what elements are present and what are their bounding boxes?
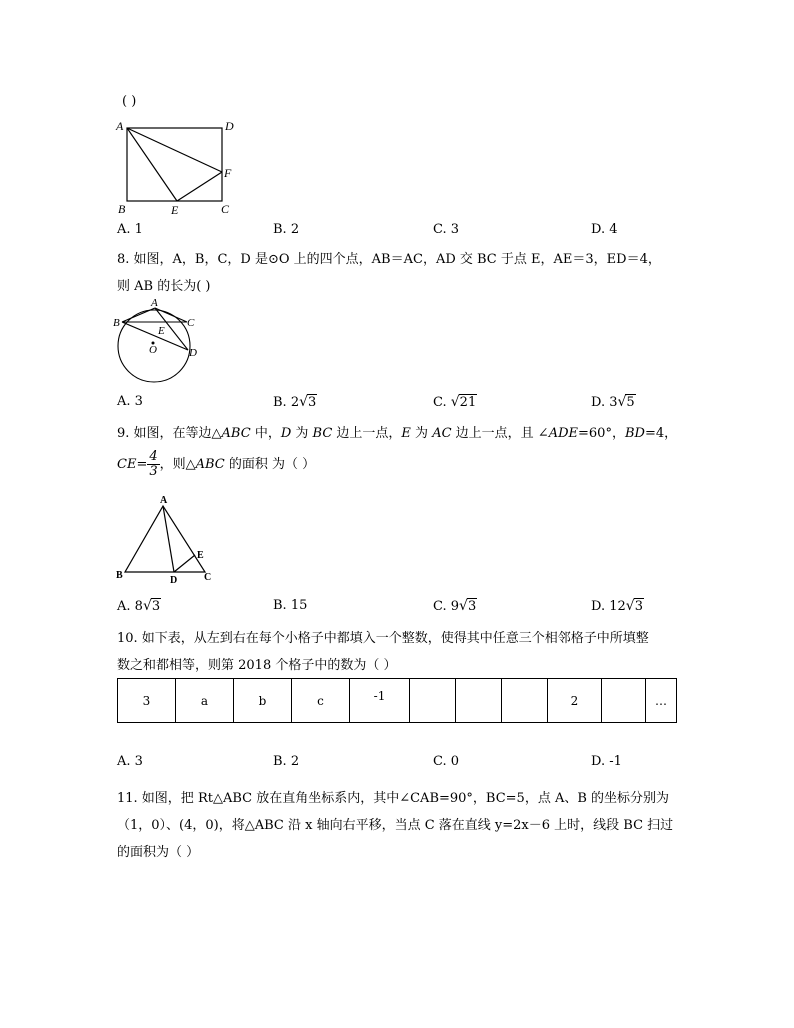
q10-option-a: A. 3 [117,754,143,769]
q9-var: ADE [548,426,579,441]
q8-label-E: E [158,325,165,337]
q9-text: ，则△ [159,457,196,472]
q10-grid-cell: 2 [548,679,602,723]
q11-stem-line1: 11. 如图，把 Rt△ABC 放在直角坐标系内，其中∠CAB=90°，BC=5，点 A、B 的坐标分别为 [117,791,670,806]
q8-stem-line1: 8. 如图，A，B，C，D 是⊙O 上的四个点，AB＝AC，AD 交 BC 于点 E，AE＝3，ED＝4， [117,252,661,267]
q9-var: BD [624,426,645,441]
q9-var: E [401,426,411,441]
q10-number-grid [117,678,677,723]
q10-grid-cell: … [646,679,677,723]
q8-option-c: C. √21 [433,394,477,410]
q9-fraction-numerator: 4 [149,449,158,464]
q10-grid-cell [410,679,456,723]
q8-option-d: D. 3√5 [591,394,635,410]
q10-grid-cell: a [176,679,234,723]
q10-option-d: D. -1 [591,754,622,769]
q9-label-A: A [160,495,168,506]
q10-stem-line1: 10. 如下表，从左到右在每个小格子中都填入一个整数，使得其中任意三个相邻格子中所填整 [117,631,649,646]
q10-grid-cell: 3 [118,679,176,723]
q8-option-b-radicand: 3 [308,395,317,410]
q8-option-d-radicand: 5 [626,395,635,410]
q7-option-c: C. 3 [433,222,460,237]
q8-option-b-prefix: B. 2 [273,395,300,410]
q9-option-c-prefix: C. 9 [433,599,460,614]
q9-text: 中， [250,426,281,441]
q8-label-B: B [113,317,120,329]
q7-label-C: C [221,202,230,216]
q7-label-B: B [118,202,126,216]
q9-fraction [147,450,159,479]
q10-stem-line2: 数之和都相等，则第 2018 个格子中的数为（ ） [117,658,397,673]
q10-grid-row [118,679,677,723]
q9-var: BC [312,426,333,441]
q7-answer-paren: ( ) [122,94,137,109]
q7-rectangle-figure [110,115,240,220]
q8-circle-figure [110,296,205,386]
q10-grid-cell: b [234,679,292,723]
q10-grid-cell [502,679,548,723]
q9-text: =4， [644,426,678,441]
q7-label-E: E [171,203,179,217]
q9-var: ABC [221,426,251,441]
q8-label-O: O [149,344,157,356]
q11-stem-line3: 的面积为（ ） [117,845,200,860]
q8-label-C: C [187,317,195,329]
q9-var: ABC [195,457,225,472]
q8-label-A: A [151,297,158,309]
q8-option-b: B. 2√3 [273,394,317,410]
q9-option-a-radicand: 3 [151,599,161,614]
q9-stem-line1 [117,422,677,441]
q8-label-D: D [189,347,197,359]
q11-stem-line2: （1，0）、(4，0)，将△ABC 沿 x 轴向右平移，当点 C 落在直线 y=2x－6 上时，线段 BC 扫过 [117,818,674,833]
q9-text: = [136,457,148,472]
q7-option-a: A. 1 [117,222,143,237]
q8-option-a: A. 3 [117,394,143,409]
q7-label-F: F [224,166,232,180]
q9-var: AC [432,426,452,441]
q9-text: 9. 如图，在等边△ [117,426,222,441]
q9-label-D: D [170,575,178,584]
q8-stem-line2: 则 AB 的长为( ) [117,279,211,294]
q9-label-B: B [116,570,123,581]
q10-grid-cell: -1 [350,679,410,723]
q9-label-C: C [204,572,212,583]
q9-var: D [280,426,292,441]
q9-text: =60°， [578,426,625,441]
q9-option-d-prefix: D. 12 [591,599,626,614]
q9-option-b: B. 15 [273,598,308,613]
q9-option-d: D. 12√3 [591,598,643,614]
q7-label-D: D [225,119,234,133]
q8-option-c-radicand: 21 [459,395,477,410]
q9-triangle-figure [112,494,222,584]
q9-label-E: E [197,550,204,561]
q9-text: 边上一点，且 ∠ [451,426,549,441]
q9-var: CE [117,457,137,472]
q9-option-c-radicand: 3 [467,599,477,614]
q9-fraction-denominator: 3 [149,464,158,479]
q9-stem-line2 [117,450,315,479]
q9-option-a: A. 8√3 [117,598,161,614]
q10-grid-cell: c [292,679,350,723]
q7-option-d: D. 4 [591,222,618,237]
q9-text: 为 [291,426,313,441]
q9-text: 的面积 为（ ） [224,457,316,472]
q9-option-a-prefix: A. 8 [117,599,143,614]
q10-grid-cell [456,679,502,723]
q10-grid-cell [602,679,646,723]
q9-text: 为 [410,426,433,441]
q9-option-c: C. 9√3 [433,598,477,614]
q9-text: 边上一点， [332,426,402,441]
q10-option-b: B. 2 [273,754,300,769]
q8-option-d-prefix: D. 3 [591,395,618,410]
q7-label-A: A [116,119,124,133]
q10-option-c: C. 0 [433,754,460,769]
q8-option-c-prefix: C. [433,395,451,410]
q7-option-b: B. 2 [273,222,300,237]
q9-option-d-radicand: 3 [634,599,643,614]
